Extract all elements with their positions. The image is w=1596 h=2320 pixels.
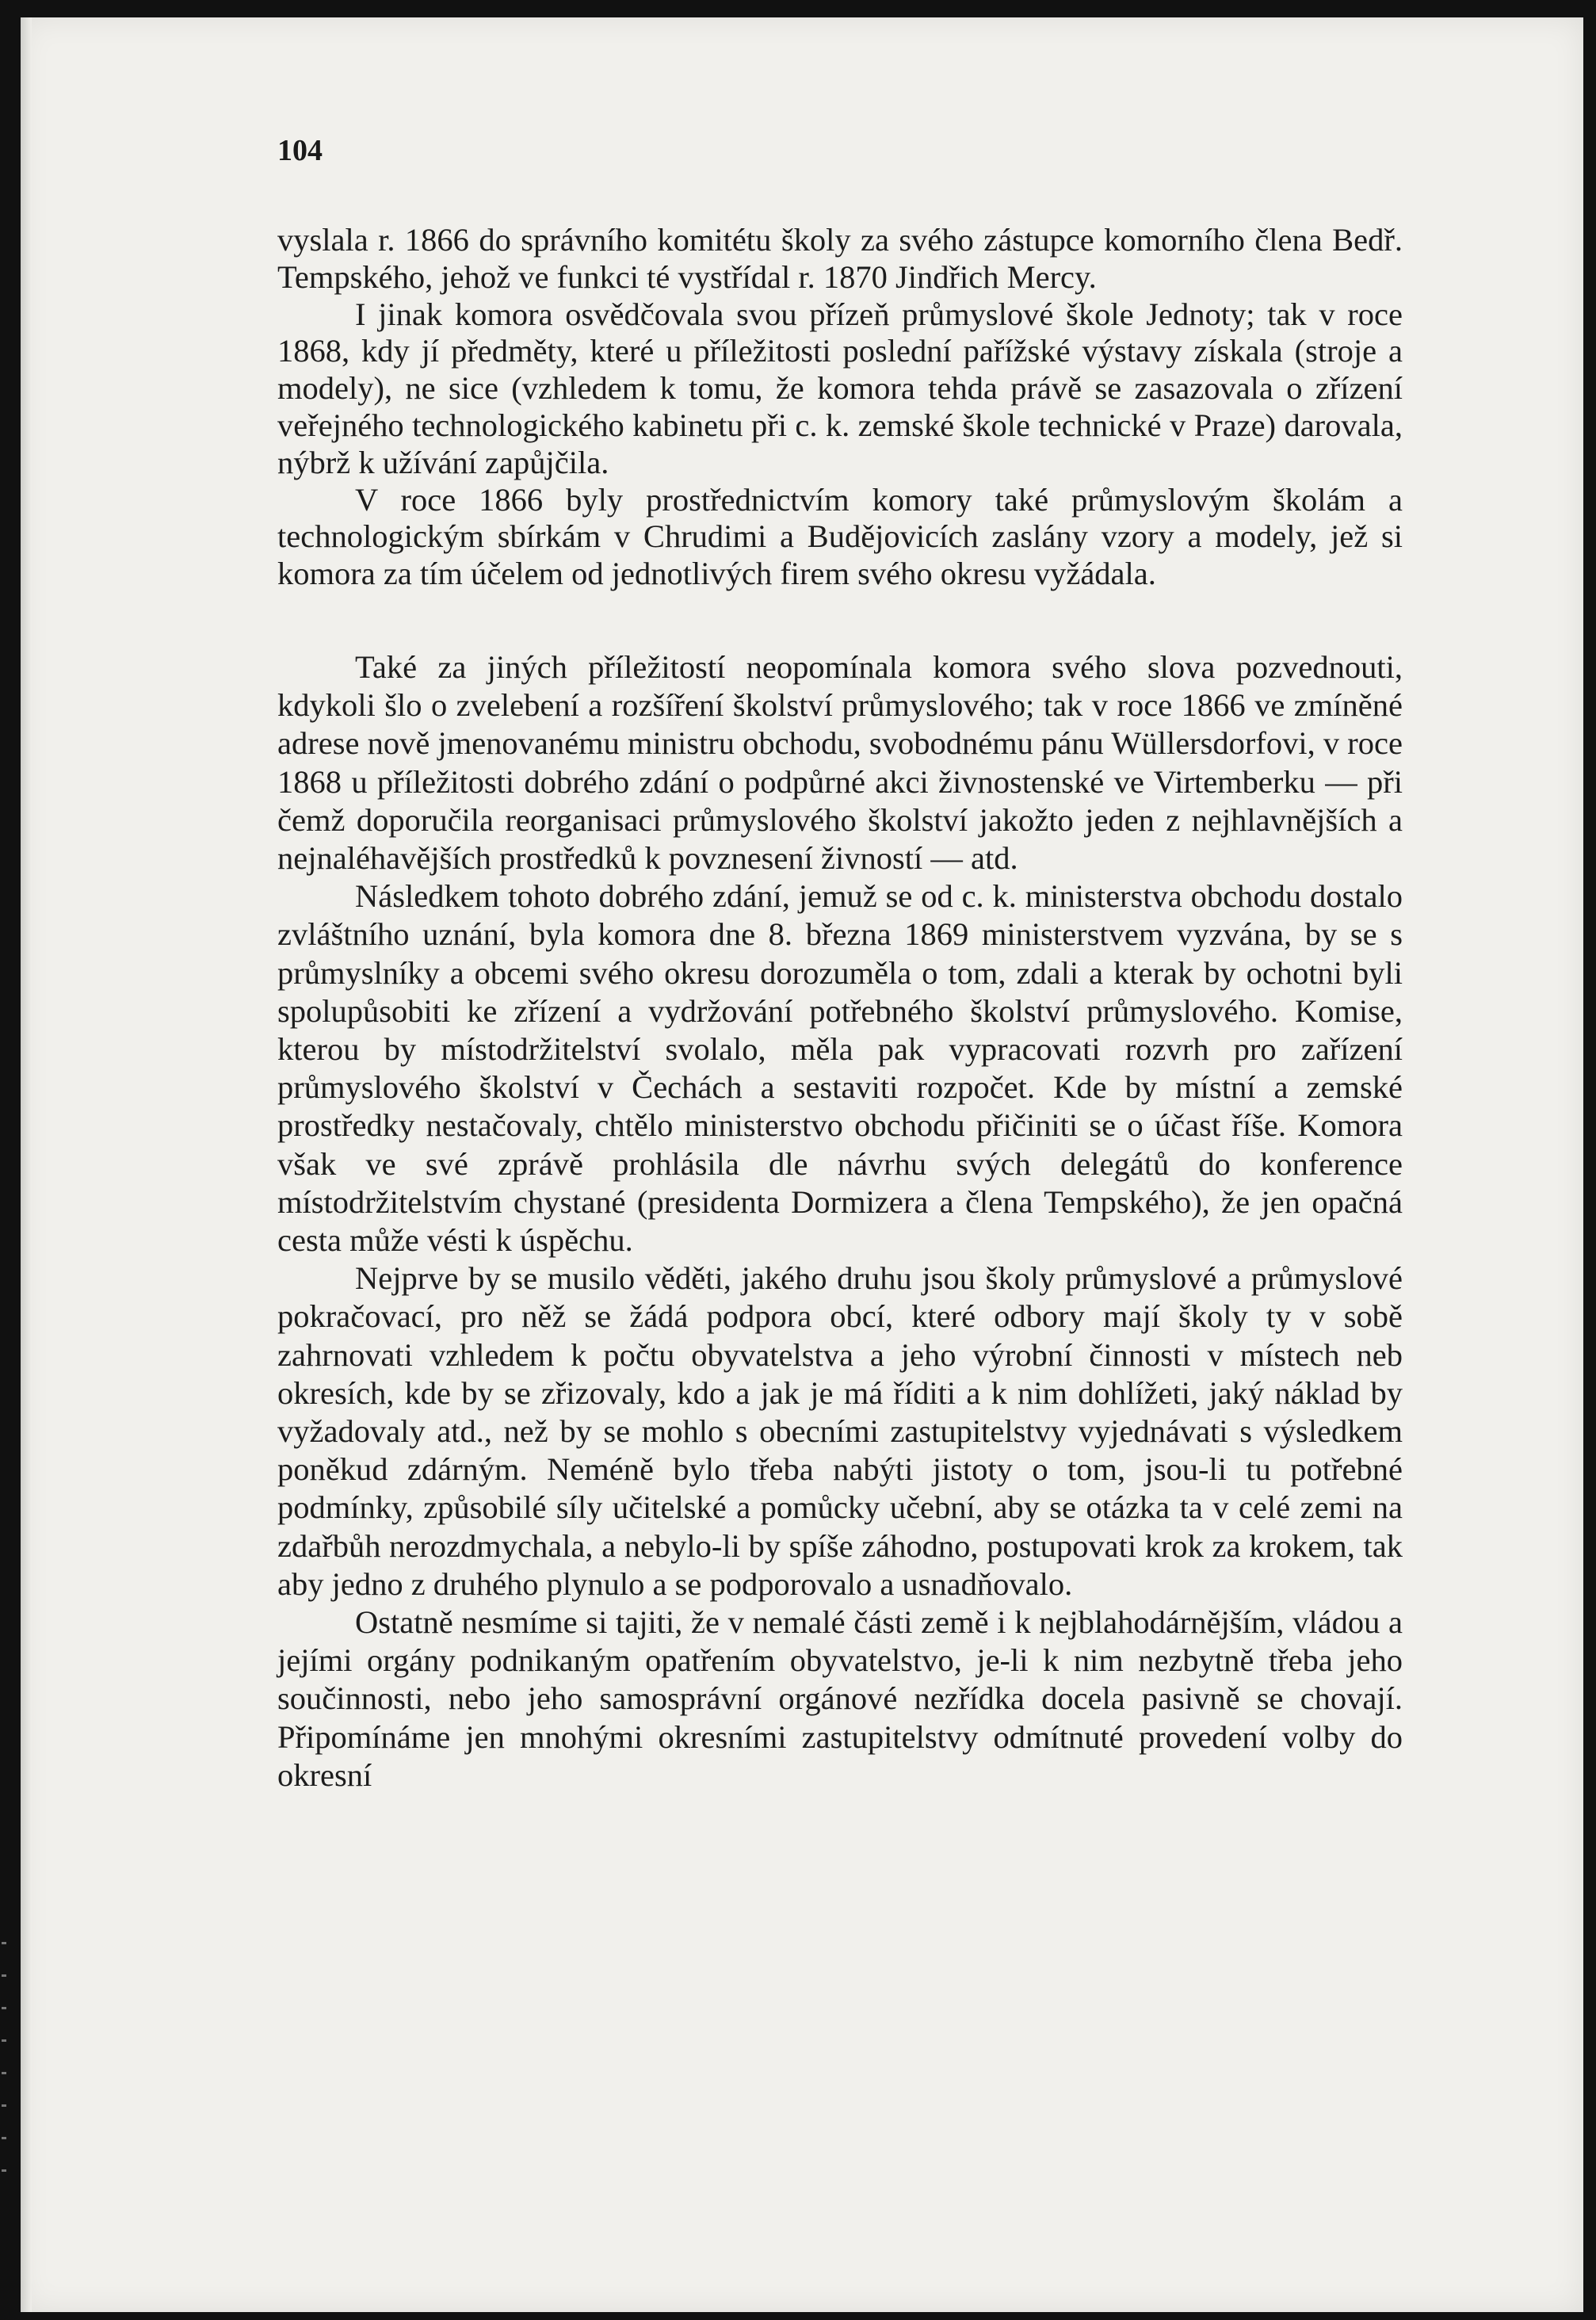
margin-mark <box>2 1974 6 1977</box>
paragraph-ministry-1869: Následkem tohoto dobrého zdání, jemuž se od c. k. ministerstva obchodu dostalo zvláštního uznání, byla komora dne 8. března 1869 ministerstvem vyzvána, by se s průmyslníky a obcemi svého okresu dorozuměla o tom, zdali a kterak by ochotni byli spolupůsobiti ke zřízení a vydržování potřebného školství průmyslového. Komise, kterou by místodržitelství svolalo, měla pak vypracovati rozvrh pro zařízení průmyslového školství v Čechách a sestaviti rozpočet. Kde by místní a zemské prostředky nestačovaly, chtělo ministerstvo obchodu přičiniti se o účast říše. Komora však ve své zprávě prohlásila dle návrhu svých delegátů do konference místodržitelstvím chystané (presidenta Dormizera a člena Tempského), že jen opačná cesta může vésti k úspěchu. <box>277 878 1403 1259</box>
page-edge-shadow <box>21 17 32 2312</box>
margin-mark <box>2 2169 6 2172</box>
paragraph-chamber-favour: I jinak komora osvědčovala svou přízeň průmyslové škole Jednoty; tak v roce 1868, kdy jí předměty, které u příležitosti poslední pařížské výstavy získala (stroje a modely), ne sice (vzhledem k tomu, že komora tehda právě se zasazovala o zřízení veřejného technologického kabinetu při c. k. zemské škole technické v Praze) darovala, nýbrž k užívání zapůjčila. <box>277 296 1403 480</box>
page-text-body <box>277 222 1403 1794</box>
margin-mark <box>2 2104 6 2107</box>
paragraph-school-types: Nejprve by se musilo věděti, jakého druhu jsou školy průmyslové a průmyslové pokračovací, pro něž se žádá podpora obcí, které odbory mají školy ty v sobě zahrnovati vzhledem k počtu obyvatelstva a jeho výrobní činnosti v místech neb okresích, kde by se zřizovaly, kdo a jak je má říditi a k nim dohlížeti, jaký náklad by vyžadovaly atd., než by se mohlo s obecními zastupitelstvy vyjednávati s výsledkem poněkud zdárným. Neméně bylo třeba nabýti jistoty o tom, jsou-li tu potřebné podmínky, způsobilé síly učitelské a pomůcky učební, aby se otázka ta v celé zemi na zdařbůh nerozdmychala, a nebylo-li by spíše záhodno, postupovati krok za krokem, tak aby jedno z druhého plynulo a se podporovalo a usnadňovalo. <box>277 1260 1403 1602</box>
paragraph-models-1866: V roce 1866 byly prostřednictvím komory také průmyslovým školám a technologickým sbírkám v Chrudimi a Budějovicích zaslány vzory a modely, jež si komora za tím účelem od jednotlivých firem svého okresu vyžádala. <box>277 481 1403 592</box>
margin-mark <box>2 2007 6 2009</box>
section-gap <box>277 593 1403 648</box>
margin-mark <box>2 2137 6 2139</box>
paragraph-other-occasions: Také za jiných příležitostí neopomínala komora svého slova pozvednouti, kdykoli šlo o zvelebení a rozšíření školství průmyslového; tak v roce 1866 ve zmíněné adrese nově jmenovanému ministru obchodu, svobodnému pánu Wüllersdorfovi, v roce 1868 u příležitosti dobrého zdání o podpůrné akci živnostenské ve Virtemberku — při čemž doporučila reorganisaci průmyslového školství jakožto jeden z nejhlavnějších a nejnaléhavějších prostředků k povznesení živností — atd. <box>277 648 1403 876</box>
second-section <box>277 648 1403 1794</box>
margin-mark <box>2 1942 6 1944</box>
paragraph-continuation: vyslala r. 1866 do správního komitétu školy za svého zástupce komorního člena Bedř. Tempského, jehož ve funkci té vystřídal r. 1870 Jindřich Mercy. <box>277 222 1403 295</box>
paragraph-passivity: Ostatně nesmíme si tajiti, že v nemalé části země i k nejblahodárnějším, vládou a jejími orgány podnikaným opatřením obyvatelstvo, je-li k nim nezbytně třeba jeho součinnosti, nebo jeho samosprávní orgánové nezřídka docela pasivně se chovají. Připomínáme jen mnohými okresními zastupitelstvy odmítnuté provedení volby do okresní <box>277 1604 1403 1793</box>
margin-mark <box>2 2072 6 2074</box>
margin-marks <box>2 1942 11 2275</box>
margin-mark <box>2 2039 6 2042</box>
page-number: 104 <box>277 134 323 167</box>
